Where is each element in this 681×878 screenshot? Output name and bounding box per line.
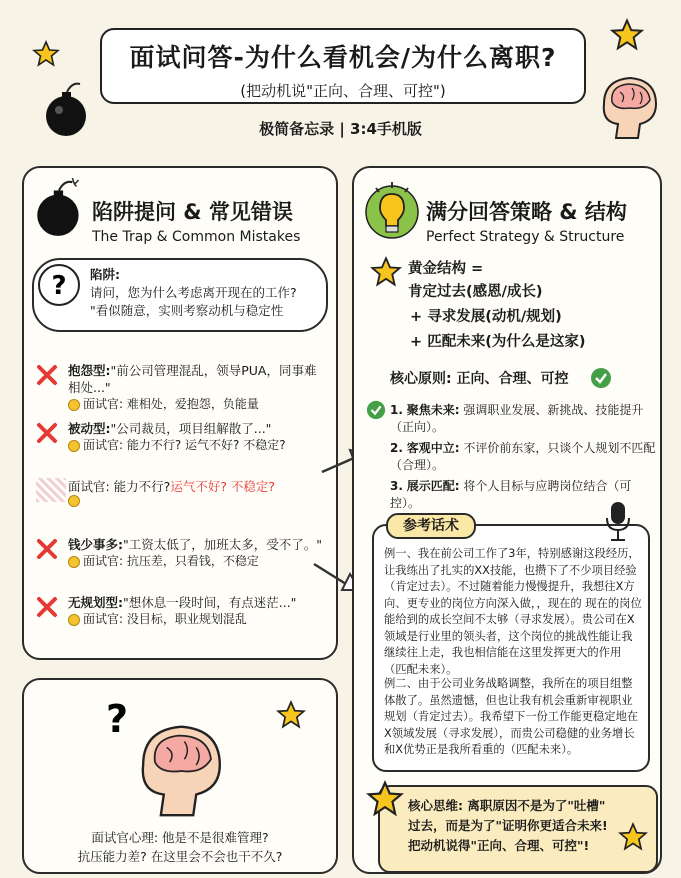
- reference-example-1: 例一、我在前公司工作了3年，特别感谢这段经历，让我练出了扎实的XX技能，也攒下了不少项目经验（肯定过去）。不过随着能力慢慢提升，我想往X方向、更专业的岗位方向深入做，，现在的 现在的岗位能给到的成长空间不太够（寻求发展）。贵公司在X领域是行业里的领头者，这个岗位的挑战性能让我继续往上走，我也相信能在这里发挥更大的作用（匹配未来）。: [384, 547, 642, 676]
- strategy-heading: 满分回答策略 & 结构: [426, 200, 627, 224]
- svg-text:?: ?: [105, 698, 129, 740]
- mistake-quote: "工资太低了，加班太多，受不了。": [123, 537, 322, 552]
- trap-heading-en: The Trap & Common Mistakes: [92, 229, 301, 245]
- question-icon: [36, 262, 82, 308]
- face-icon: [68, 556, 80, 568]
- psych-line-2: 抗压能力差? 在这里会不会也干不久?: [77, 849, 283, 864]
- check-icon: [590, 367, 612, 389]
- core-thinking-text: 核心思维: 离职原因不是为了"吐槽" 过去，而是为了"证明你更适合未来! 把动机说得"正向、合理、可控"!: [408, 798, 608, 853]
- mistake-reaction: 面试官: 能力不行? 运气不好? 不稳定?: [83, 438, 286, 452]
- cross-icon: [36, 422, 58, 444]
- mistake-quote: "想休息一段时间，有点迷茫...": [123, 595, 297, 610]
- star-icon: [610, 18, 644, 52]
- trap-note: "看似随意，实则考察动机与稳定性: [90, 303, 284, 318]
- strategy-point: 3. 展示匹配: 将个人目标与应聘岗位结合（可控）。: [390, 479, 632, 510]
- microphone-icon: [602, 500, 634, 544]
- page-title: 面试问答-为什么看机会/为什么离职?: [129, 43, 557, 72]
- lightbulb-icon: [364, 180, 420, 240]
- reference-example-2: 例二、由于公司业务战略调整，我所在的项目组整体散了。虽然遗憾，但也让我有机会重新审视职业规划（肯定过去）。我希望下一份工作能更稳定地在X领域发展（寻求发展），而贵公司稳健的业务增长和X优势正是我所看重的（匹配未来）。: [384, 677, 639, 756]
- star-icon: [32, 40, 60, 68]
- check-icon: [366, 400, 386, 420]
- brain-icon: [128, 712, 232, 824]
- cross-icon: [36, 538, 58, 560]
- trap-heading: 陷阱提问 & 常见错误: [92, 200, 293, 224]
- golden-structure-title: 黄金结构 =: [408, 261, 484, 277]
- star-icon: [276, 700, 306, 730]
- strategy-point: 1. 聚焦未来: 强调职业发展、新挑战、技能提升（正向）。: [390, 403, 644, 434]
- golden-step: + 寻求发展(动机/规划): [410, 309, 562, 325]
- blurred-region: [36, 478, 66, 502]
- mistake-item: 面试官: 能力不行?运气不好? 不稳定?: [36, 478, 326, 507]
- face-icon: [68, 399, 80, 411]
- face-icon: [68, 440, 80, 452]
- golden-step: + 匹配未来(为什么是这家): [410, 334, 586, 350]
- bomb-icon: [32, 176, 88, 238]
- mistake-item: 抱怨型:"前公司管理混乱，领导PUA，同事难相处..." 面试官: 难相处，爱抱怨，负能量: [36, 362, 326, 413]
- title-box: [100, 28, 586, 104]
- psych-line-1: 面试官心理: 他是不是很难管理?: [91, 830, 269, 845]
- star-icon: [366, 780, 404, 818]
- cross-icon: [36, 364, 58, 386]
- mistake-item: 被动型:"公司裁员，项目组解散了..." 面试官: 能力不行? 运气不好? 不稳定?: [36, 420, 326, 454]
- mistake-reaction: 面试官: 抗压差，只看钱，不稳定: [83, 554, 259, 568]
- reference-tag: 参考话术: [386, 513, 476, 539]
- cross-icon: [36, 596, 58, 618]
- strategy-point: 2. 客观中立: 不评价前东家，只谈个人规划不匹配（合理）。: [390, 441, 656, 472]
- mistake-quote: "前公司管理混乱，领导PUA，同事难相处...": [68, 363, 317, 395]
- memo-label: 极简备忘录 | 3:4手机版: [259, 120, 422, 138]
- trap-question: 请问，您为什么考虑离开现在的工作?: [90, 285, 297, 300]
- page-subtitle: (把动机说"正向、合理、可控"): [240, 82, 446, 100]
- svg-text:?: ?: [51, 271, 67, 301]
- strategy-heading-en: Perfect Strategy & Structure: [426, 229, 625, 245]
- star-icon: [370, 256, 402, 288]
- trap-label: 陷阱:: [90, 267, 120, 282]
- mistake-item: 无规划型:"想休息一段时间，有点迷茫..." 面试官: 没目标，职业规划混乱: [36, 594, 326, 628]
- mistake-item: 钱少事多:"工资太低了，加班太多，受不了。" 面试官: 抗压差，只看钱，不稳定: [36, 536, 326, 570]
- face-icon: [68, 614, 80, 626]
- mistake-reaction: 面试官: 没目标，职业规划混乱: [83, 612, 247, 626]
- face-icon: [68, 495, 80, 507]
- core-principle: 核心原则: 正向、合理、可控: [390, 371, 569, 387]
- mistake-quote: "公司裁员，项目组解散了...": [110, 421, 272, 436]
- mistake-reaction: 面试官: 难相处，爱抱怨，负能量: [83, 397, 259, 411]
- golden-step: 肯定过去(感恩/成长): [408, 284, 543, 300]
